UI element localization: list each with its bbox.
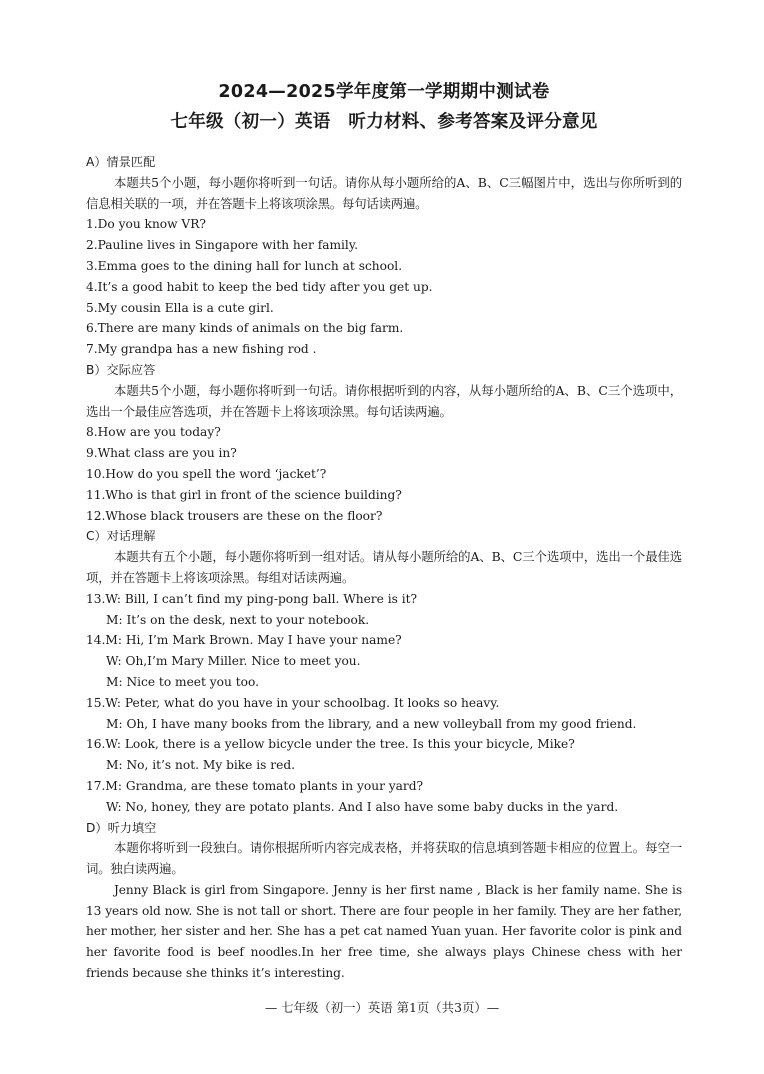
section-d-heading: D）听力填空 [86,820,157,835]
section-c-dialogues [86,589,682,818]
list-item: M: No, it’s not. My bike is red. [106,758,295,773]
list-item: 13.W: Bill, I can’t find my ping-pong ball. Where is it? [86,591,418,606]
section-a [86,152,682,360]
list-item: 7.My grandpa has a new fishing rod . [86,342,317,357]
list-item: 16.W: Look, there is a yellow bicycle under the tree. Is this your bicycle, Mike? [86,737,575,752]
section-d-passage: Jenny Black is girl from Singapore. Jenny is her first name , Black is her family name. She is 13 years old now. She is not tall or short. There are four people in her family. They are her father, her mother, her sister and her. She has a pet cat named Yuan yuan. Her favorite color is pink and her favorite food is beef noodles.In her free time, she always plays Chinese chess with her friends because she thinks it’s interesting. [86,882,682,981]
document-title: 2024—2025学年度第一学期期中测试卷 [218,82,550,102]
section-a-items [86,214,682,360]
page-footer: — 七年级（初一）英语 第1页（共3页）— [264,1000,500,1015]
section-b [86,360,682,526]
list-item: 5.My cousin Ella is a cute girl. [86,300,274,315]
list-item: W: No, honey, they are potato plants. And I also have some baby ducks in the yard. [106,799,619,814]
list-item: 8.How are you today? [86,425,221,440]
section-b-heading: B）交际应答 [86,362,156,377]
document-subtitle: 七年级（初一）英语 听力材料、参考答案及评分意见 [170,112,598,132]
list-item: 9.What class are you in? [86,446,237,461]
list-item: 6.There are many kinds of animals on the big farm. [86,321,404,336]
list-item: 15.W: Peter, what do you have in your schoolbag. It looks so heavy. [86,695,500,710]
list-item: 2.Pauline lives in Singapore with her family. [86,238,358,253]
list-item: M: Nice to meet you too. [106,674,259,689]
section-a-heading: A）情景匹配 [86,155,156,169]
list-item: 12.Whose black trousers are these on the floor? [86,508,383,523]
section-b-items [86,422,682,526]
section-d [86,818,682,984]
list-item: 10.How do you spell the word ‘jacket’? [86,466,327,481]
section-c-heading: C）对话理解 [86,529,156,544]
list-item: 14.M: Hi, I’m Mark Brown. May I have your name? [86,633,402,648]
list-item: 1.Do you know VR? [86,217,206,232]
section-d-instruction: 本题你将听到一段独白。请你根据所听内容完成表格，并将获取的信息填到答题卡相应的位置上。每空一词。独白读两遍。 [86,840,682,877]
list-item: M: Oh, I have many books from the library, and a new volleyball from my good friend. [106,716,637,731]
section-a-instruction: 本题共5个小题，每小题你将听到一句话。请你从每小题所给的A、B、C三幅图片中，选出与你所听到的信息相关联的一项，并在答题卡上将该项涂黑。每句话读两遍。 [86,174,682,211]
list-item: 11.Who is that girl in front of the science building? [86,487,402,502]
list-item: 17.M: Grandma, are these tomato plants in your yard? [86,778,424,793]
section-b-instruction: 本题共5个小题，每小题你将听到一句话。请你根据听到的内容，从每小题所给的A、B、C三个选项中，选出一个最佳应答选项，并在答题卡上将该项涂黑。每句话读两遍。 [86,382,682,419]
section-c-instruction: 本题共有五个小题，每小题你将听到一组对话。请从每小题所给的A、B、C三个选项中，选出一个最佳选项，并在答题卡上将该项涂黑。每组对话读两遍。 [86,549,682,585]
list-item: M: It’s on the desk, next to your notebook. [106,612,370,627]
section-c [86,526,682,817]
list-item: 4.It’s a good habit to keep the bed tidy after you get up. [86,279,433,294]
list-item: W: Oh,I’m Mary Miller. Nice to meet you. [106,654,361,669]
list-item: 3.Emma goes to the dining hall for lunch at school. [86,258,403,273]
